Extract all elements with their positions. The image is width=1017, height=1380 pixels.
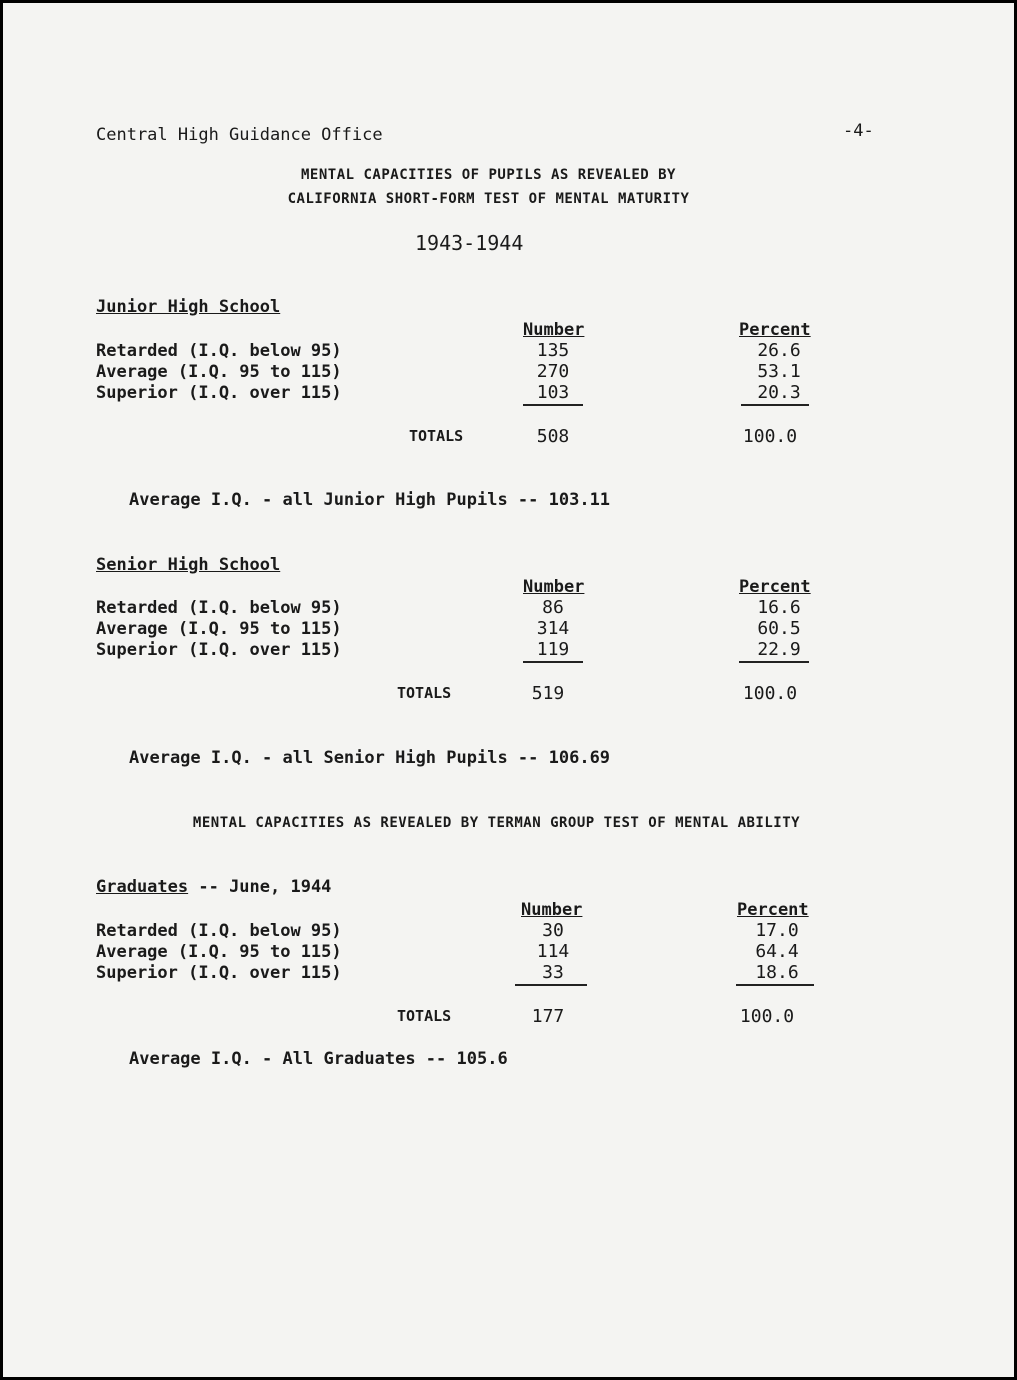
junior-row-label: Retarded (I.Q. below 95): [96, 341, 342, 361]
title-line-2: CALIFORNIA SHORT-FORM TEST OF MENTAL MATURITY: [287, 191, 690, 207]
junior-number-rule: [523, 404, 583, 406]
junior-row-percent: 53.1: [757, 361, 801, 382]
graduates-heading: Graduates: [96, 877, 189, 897]
graduates-col-percent: Percent: [737, 900, 809, 920]
graduates-row-label: Average (I.Q. 95 to 115): [96, 942, 342, 962]
senior-average: Average I.Q. - all Senior High Pupils -- 106.69: [129, 748, 611, 768]
senior-total-percent: 100.0: [742, 683, 798, 704]
junior-row-number: 270: [536, 361, 570, 382]
senior-row-number: 86: [542, 597, 564, 618]
graduates-row-percent: 17.0: [755, 920, 799, 941]
graduates-row-label: Retarded (I.Q. below 95): [96, 921, 342, 941]
graduates-row-number: 33: [542, 962, 564, 983]
junior-totals-label: TOTALS: [409, 427, 464, 445]
graduates-heading-line: [96, 877, 331, 897]
junior-row-label: Superior (I.Q. over 115): [96, 383, 342, 403]
senior-row-label: Retarded (I.Q. below 95): [96, 598, 342, 618]
junior-row-number: 135: [536, 340, 570, 361]
graduates-total-percent: 100.0: [739, 1006, 795, 1027]
senior-row-percent: 16.6: [757, 597, 801, 618]
graduates-average: Average I.Q. - All Graduates -- 105.6: [129, 1049, 508, 1069]
senior-row-number: 314: [536, 618, 570, 639]
terman-title: MENTAL CAPACITIES AS REVEALED BY TERMAN GROUP TEST OF MENTAL ABILITY: [192, 815, 801, 831]
graduates-total-number: 177: [531, 1006, 565, 1027]
page-number: -4-: [843, 121, 874, 141]
senior-total-number: 519: [531, 683, 565, 704]
junior-heading: Junior High School: [96, 297, 281, 317]
graduates-totals-label: TOTALS: [397, 1007, 452, 1025]
senior-row-percent: 22.9: [757, 639, 801, 660]
graduates-row-percent: 64.4: [755, 941, 799, 962]
document-page: [3, 3, 1014, 1377]
senior-number-rule: [523, 661, 583, 663]
graduates-row-percent: 18.6: [755, 962, 799, 983]
senior-row-percent: 60.5: [757, 618, 801, 639]
junior-col-percent: Percent: [739, 320, 811, 340]
junior-col-number: Number: [523, 320, 585, 340]
junior-row-label: Average (I.Q. 95 to 115): [96, 362, 342, 382]
senior-row-label: Average (I.Q. 95 to 115): [96, 619, 342, 639]
office-name: Central High Guidance Office: [96, 125, 383, 145]
senior-heading: Senior High School: [96, 555, 281, 575]
graduates-row-label: Superior (I.Q. over 115): [96, 963, 342, 983]
junior-percent-rule: [741, 404, 809, 406]
graduates-heading-date: -- June, 1944: [188, 877, 332, 897]
junior-total-percent: 100.0: [742, 426, 798, 447]
senior-col-number: Number: [523, 577, 585, 597]
junior-row-number: 103: [536, 382, 570, 403]
graduates-col-number: Number: [521, 900, 583, 920]
junior-row-percent: 20.3: [757, 382, 801, 403]
junior-average: Average I.Q. - all Junior High Pupils -- 103.11: [129, 490, 611, 510]
senior-percent-rule: [739, 661, 809, 663]
graduates-row-number: 114: [536, 941, 570, 962]
graduates-row-number: 30: [542, 920, 564, 941]
title-line-1: MENTAL CAPACITIES OF PUPILS AS REVEALED BY: [300, 167, 676, 183]
senior-row-number: 119: [536, 639, 570, 660]
graduates-percent-rule: [736, 984, 814, 986]
school-year: 1943-1944: [415, 231, 524, 255]
senior-totals-label: TOTALS: [397, 684, 452, 702]
senior-col-percent: Percent: [739, 577, 811, 597]
graduates-number-rule: [515, 984, 587, 986]
junior-row-percent: 26.6: [757, 340, 801, 361]
junior-total-number: 508: [536, 426, 570, 447]
senior-row-label: Superior (I.Q. over 115): [96, 640, 342, 660]
